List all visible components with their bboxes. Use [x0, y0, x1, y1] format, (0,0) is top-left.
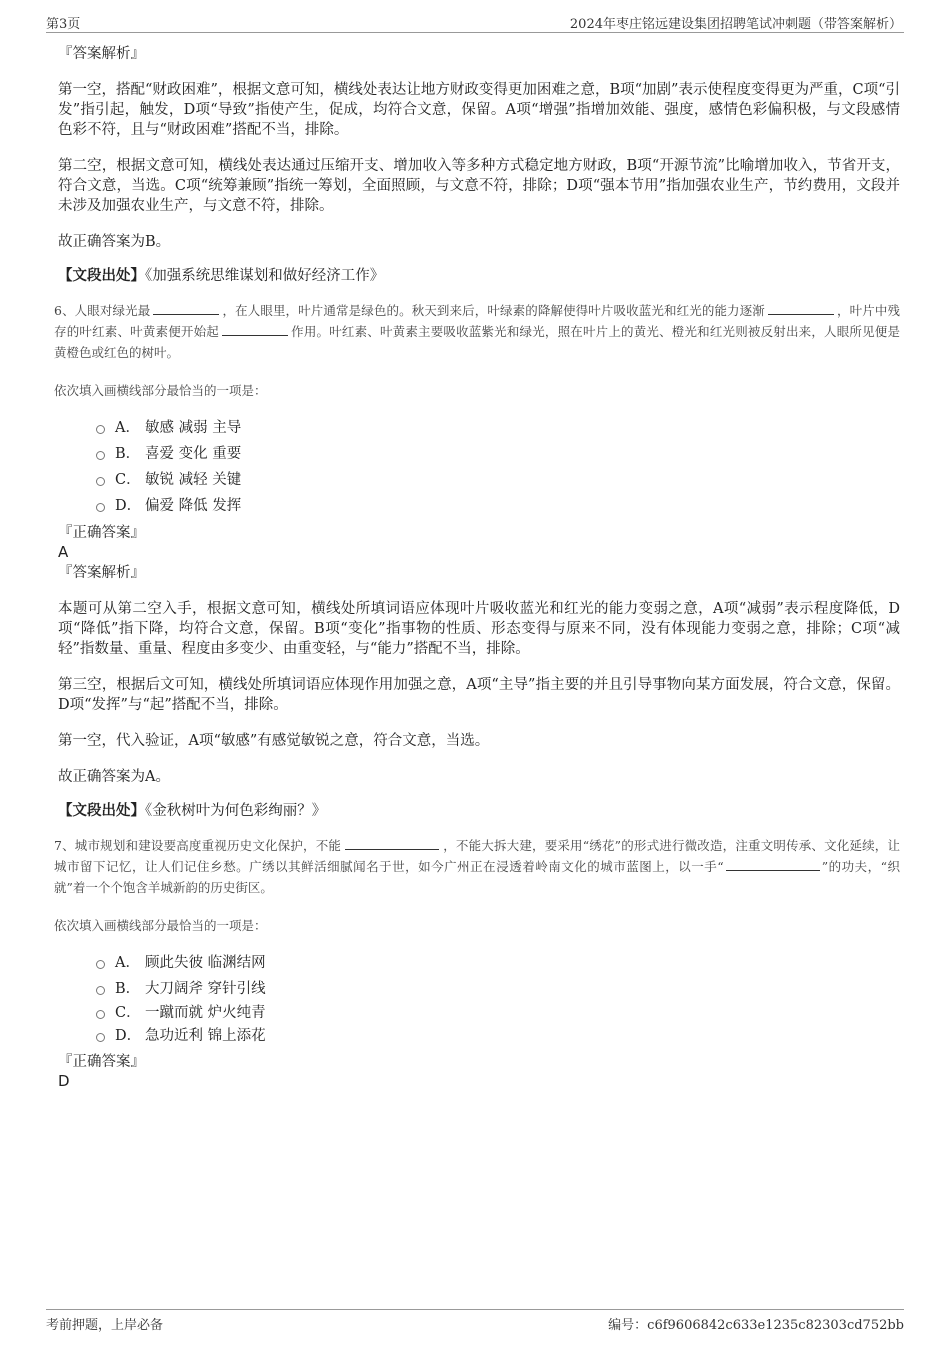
fill-blank	[153, 301, 219, 315]
source-tag: 【文段出处】	[58, 267, 145, 284]
option-c[interactable]: C． 一蹴而就 炉火纯青	[96, 1000, 900, 1023]
source-citation	[58, 801, 900, 821]
option-b[interactable]: B． 大刀阔斧 穿针引线	[96, 974, 900, 1000]
source-citation	[58, 266, 900, 286]
fill-blank	[222, 322, 288, 336]
analysis-label: 『答案解析』	[58, 565, 145, 581]
radio-button-icon[interactable]	[96, 960, 105, 969]
document-id: 编号：c6f9606842c633e1235c82303cd752bb	[608, 1318, 904, 1333]
radio-button-icon[interactable]	[96, 451, 105, 460]
analysis-label: 『答案解析』	[58, 46, 145, 62]
analysis-paragraph: 本题可从第二空入手，根据文意可知，横线处所填词语应体现叶片吸收蓝光和红光的能力变弱之意，A项“减弱”表示程度降低，D项“降低”指下降，均符合文意，保留。B项“变化”指事物的性质、形态变得与原来不同，没有体现能力变弱之意，排除；C项“减轻”指数量、重量、程度由多变少、由重变轻，与“能力”搭配不当，排除。	[58, 601, 900, 657]
radio-button-icon[interactable]	[96, 1010, 105, 1019]
source-tag: 【文段出处】	[58, 802, 145, 819]
question-7-prompt: 依次填入画横线部分最恰当的一项是：	[54, 918, 267, 933]
source-title: 《金秋树叶为何色彩绚丽？》	[145, 803, 327, 819]
footer-slogan: 考前押题，上岸必备	[46, 1318, 164, 1333]
radio-button-icon[interactable]	[96, 477, 105, 486]
fill-blank	[726, 857, 820, 871]
correct-answer-label: 『正确答案』	[58, 1054, 145, 1070]
analysis-conclusion: 故正确答案为B。	[58, 234, 171, 250]
option-a[interactable]: A． 敏感 减弱 主导	[96, 413, 900, 439]
correct-answer: D	[58, 1072, 70, 1090]
fill-blank	[345, 836, 439, 850]
question-7-options	[96, 948, 900, 1046]
question-6-options	[96, 413, 900, 517]
analysis-paragraph: 第二空，根据文意可知，横线处表达通过压缩开支、增加收入等多种方式稳定地方财政，B项“开源节流”比喻增加收入，节省开支，符合文意，当选。C项“统筹兼顾”指统一筹划，全面照顾，与文意不符，排除；D项“强本节用”指加强农业生产，节约费用，文段并未涉及加强农业生产，与文意不符，排除。	[58, 158, 900, 214]
radio-button-icon[interactable]	[96, 503, 105, 512]
analysis-paragraph: 第三空，根据后文可知，横线处所填词语应体现作用加强之意，A项“主导”指主要的并且引导事物向某方面发展，符合文意，保留。D项“发挥”与“起”搭配不当，排除。	[58, 677, 900, 713]
fill-blank	[768, 301, 834, 315]
radio-button-icon[interactable]	[96, 986, 105, 995]
main-content	[54, 44, 901, 1090]
option-a[interactable]: A． 顾此失彼 临渊结网	[96, 948, 900, 974]
question-6-text: 6、人眼对绿光最 ，在人眼里，叶片通常是绿色的。秋天到来后，叶绿素的降解使得叶片吸收蓝光和红光的能力逐渐 ，叶片中残存的叶红素、叶黄素便开始起 作用。叶红素、叶黄素主要吸收蓝紫光和绿光，照在叶片上的黄光、橙光和红光则被反射出来，人眼所见便是黄橙色或红色的树叶。	[54, 303, 900, 360]
analysis-paragraph: 第一空，搭配“财政困难”，根据文意可知，横线处表达让地方财政变得更加困难之意，B项“加剧”表示使程度变得更为严重，C项“引发”指引起，触发，D项“导致”指使产生，促成，均符合文意，保留。A项“增强”指增加效能、强度，感情色彩偏积极，与文段感情色彩不符，且与“财政困难”搭配不当，排除。	[58, 82, 900, 138]
document-title: 2024年枣庄铭远建设集团招聘笔试冲刺题（带答案解析）	[569, 17, 902, 32]
header-divider	[46, 32, 904, 33]
correct-answer-label: 『正确答案』	[58, 525, 145, 541]
option-c[interactable]: C． 敏锐 减轻 关键	[96, 465, 900, 491]
analysis-paragraph: 第一空，代入验证，A项“敏感”有感觉敏锐之意，符合文意，当选。	[58, 733, 490, 749]
radio-button-icon[interactable]	[96, 1033, 105, 1042]
footer-divider	[46, 1309, 904, 1310]
correct-answer: A	[58, 543, 69, 561]
option-d[interactable]: D． 急功近利 锦上添花	[96, 1023, 900, 1046]
radio-button-icon[interactable]	[96, 425, 105, 434]
page-number: 第3页	[46, 17, 81, 32]
option-d[interactable]: D． 偏爱 降低 发挥	[96, 491, 900, 517]
question-7-text: 7、城市规划和建设要高度重视历史文化保护，不能 ，不能大拆大建，要采用“绣花”的形式进行微改造，注重文明传承、文化延续，让城市留下记忆，让人们记住乡愁。广绣以其鲜活细腻闻名于世，如今广州正在浸透着岭南文化的城市蓝图上，以一手“ ”的功夫，“织就”着一个个饱含羊城新韵的历史街区。	[54, 838, 901, 895]
question-6-prompt: 依次填入画横线部分最恰当的一项是：	[54, 383, 267, 398]
analysis-conclusion: 故正确答案为A。	[58, 769, 170, 785]
option-b[interactable]: B． 喜爱 变化 重要	[96, 439, 900, 465]
source-title: 《加强系统思维谋划和做好经济工作》	[145, 268, 385, 284]
